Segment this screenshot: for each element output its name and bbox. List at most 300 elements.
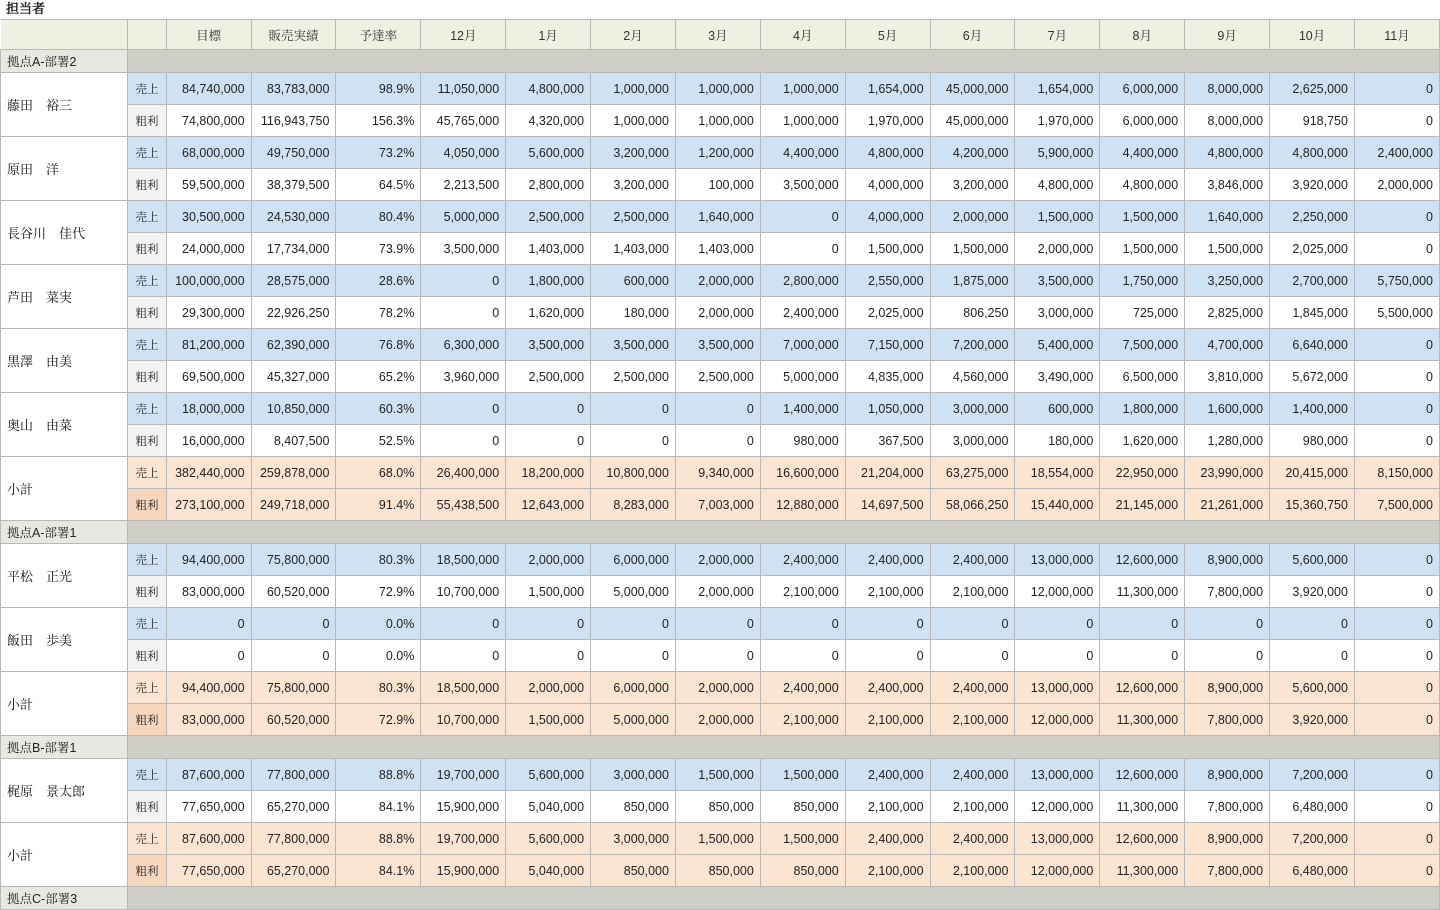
data-cell[interactable]: 13,000,000 xyxy=(1015,544,1100,576)
data-cell[interactable]: 8,900,000 xyxy=(1185,823,1270,855)
data-cell[interactable]: 6,480,000 xyxy=(1270,791,1355,823)
data-cell[interactable]: 73.2% xyxy=(336,137,421,169)
data-cell[interactable]: 80.4% xyxy=(336,201,421,233)
column-header[interactable]: 5月 xyxy=(845,20,930,50)
data-cell[interactable]: 2,400,000 xyxy=(845,823,930,855)
data-cell[interactable]: 1,500,000 xyxy=(1185,233,1270,265)
data-cell[interactable]: 100,000 xyxy=(675,169,760,201)
data-cell[interactable]: 1,970,000 xyxy=(845,105,930,137)
group-header-row[interactable] xyxy=(1,736,1440,759)
data-cell[interactable]: 80.3% xyxy=(336,672,421,704)
data-cell[interactable]: 2,400,000 xyxy=(930,672,1015,704)
table-row[interactable] xyxy=(1,297,1440,329)
data-cell[interactable]: 78.2% xyxy=(336,297,421,329)
data-cell[interactable]: 87,600,000 xyxy=(166,759,251,791)
data-cell[interactable]: 3,200,000 xyxy=(591,169,676,201)
data-cell[interactable]: 0 xyxy=(506,640,591,672)
data-cell[interactable]: 1,500,000 xyxy=(506,576,591,608)
data-cell[interactable]: 0 xyxy=(1354,759,1439,791)
data-cell[interactable]: 5,040,000 xyxy=(506,855,591,887)
data-cell[interactable]: 4,800,000 xyxy=(506,73,591,105)
data-cell[interactable]: 2,400,000 xyxy=(930,759,1015,791)
data-cell[interactable]: 38,379,500 xyxy=(251,169,336,201)
data-cell[interactable]: 1,500,000 xyxy=(1015,201,1100,233)
data-cell[interactable]: 0 xyxy=(421,393,506,425)
data-cell[interactable]: 84,740,000 xyxy=(166,73,251,105)
data-cell[interactable]: 3,500,000 xyxy=(506,329,591,361)
data-cell[interactable]: 0 xyxy=(1354,233,1439,265)
data-cell[interactable]: 2,400,000 xyxy=(760,672,845,704)
data-cell[interactable]: 2,550,000 xyxy=(845,265,930,297)
data-cell[interactable]: 3,500,000 xyxy=(421,233,506,265)
data-cell[interactable]: 1,500,000 xyxy=(675,823,760,855)
data-cell[interactable]: 600,000 xyxy=(1015,393,1100,425)
data-cell[interactable]: 980,000 xyxy=(760,425,845,457)
data-cell[interactable]: 6,000,000 xyxy=(591,672,676,704)
data-cell[interactable]: 0 xyxy=(1270,640,1355,672)
data-cell[interactable]: 259,878,000 xyxy=(251,457,336,489)
data-cell[interactable]: 62,390,000 xyxy=(251,329,336,361)
data-cell[interactable]: 1,403,000 xyxy=(591,233,676,265)
table-row[interactable] xyxy=(1,640,1440,672)
data-cell[interactable]: 7,800,000 xyxy=(1185,791,1270,823)
data-cell[interactable]: 0 xyxy=(1185,608,1270,640)
data-cell[interactable]: 850,000 xyxy=(675,855,760,887)
data-cell[interactable]: 0 xyxy=(421,265,506,297)
data-cell[interactable]: 0 xyxy=(1354,640,1439,672)
data-cell[interactable]: 8,000,000 xyxy=(1185,73,1270,105)
data-cell[interactable]: 2,400,000 xyxy=(930,544,1015,576)
data-cell[interactable]: 16,600,000 xyxy=(760,457,845,489)
data-cell[interactable]: 2,400,000 xyxy=(845,672,930,704)
data-cell[interactable]: 18,500,000 xyxy=(421,544,506,576)
data-cell[interactable]: 18,554,000 xyxy=(1015,457,1100,489)
data-cell[interactable]: 88.8% xyxy=(336,759,421,791)
data-cell[interactable]: 26,400,000 xyxy=(421,457,506,489)
data-cell[interactable]: 2,100,000 xyxy=(845,576,930,608)
data-cell[interactable]: 21,261,000 xyxy=(1185,489,1270,521)
data-cell[interactable]: 0 xyxy=(506,425,591,457)
data-cell[interactable]: 0 xyxy=(1015,640,1100,672)
data-cell[interactable]: 0.0% xyxy=(336,608,421,640)
data-cell[interactable]: 0 xyxy=(675,393,760,425)
data-cell[interactable]: 0 xyxy=(1354,105,1439,137)
data-cell[interactable]: 6,300,000 xyxy=(421,329,506,361)
data-cell[interactable]: 65,270,000 xyxy=(251,855,336,887)
data-cell[interactable]: 60,520,000 xyxy=(251,576,336,608)
data-cell[interactable]: 4,000,000 xyxy=(845,201,930,233)
data-cell[interactable]: 13,000,000 xyxy=(1015,759,1100,791)
data-cell[interactable]: 2,400,000 xyxy=(930,823,1015,855)
data-cell[interactable]: 1,875,000 xyxy=(930,265,1015,297)
data-cell[interactable]: 6,500,000 xyxy=(1100,361,1185,393)
data-cell[interactable]: 1,500,000 xyxy=(845,233,930,265)
data-cell[interactable]: 24,530,000 xyxy=(251,201,336,233)
data-cell[interactable]: 850,000 xyxy=(760,791,845,823)
data-cell[interactable]: 2,700,000 xyxy=(1270,265,1355,297)
data-cell[interactable]: 2,213,500 xyxy=(421,169,506,201)
data-cell[interactable]: 2,100,000 xyxy=(845,704,930,736)
data-cell[interactable]: 0 xyxy=(1354,73,1439,105)
data-cell[interactable]: 0 xyxy=(1354,393,1439,425)
data-cell[interactable]: 11,300,000 xyxy=(1100,791,1185,823)
data-cell[interactable]: 12,600,000 xyxy=(1100,759,1185,791)
data-cell[interactable]: 6,640,000 xyxy=(1270,329,1355,361)
data-cell[interactable]: 1,400,000 xyxy=(1270,393,1355,425)
data-cell[interactable]: 3,200,000 xyxy=(930,169,1015,201)
data-cell[interactable]: 15,900,000 xyxy=(421,791,506,823)
data-cell[interactable]: 76.8% xyxy=(336,329,421,361)
column-header[interactable]: 6月 xyxy=(930,20,1015,50)
data-cell[interactable]: 55,438,500 xyxy=(421,489,506,521)
table-row[interactable] xyxy=(1,201,1440,233)
data-cell[interactable]: 58,066,250 xyxy=(930,489,1015,521)
data-cell[interactable]: 24,000,000 xyxy=(166,233,251,265)
data-cell[interactable]: 1,000,000 xyxy=(675,105,760,137)
data-cell[interactable]: 45,000,000 xyxy=(930,105,1015,137)
data-cell[interactable]: 65,270,000 xyxy=(251,791,336,823)
data-cell[interactable]: 0 xyxy=(845,608,930,640)
data-cell[interactable]: 7,000,000 xyxy=(760,329,845,361)
data-cell[interactable]: 7,500,000 xyxy=(1100,329,1185,361)
data-cell[interactable]: 7,150,000 xyxy=(845,329,930,361)
data-cell[interactable]: 4,700,000 xyxy=(1185,329,1270,361)
data-cell[interactable]: 21,145,000 xyxy=(1100,489,1185,521)
data-cell[interactable]: 2,500,000 xyxy=(675,361,760,393)
data-cell[interactable]: 0 xyxy=(506,393,591,425)
data-cell[interactable]: 1,620,000 xyxy=(506,297,591,329)
data-cell[interactable]: 0 xyxy=(591,393,676,425)
data-cell[interactable]: 1,845,000 xyxy=(1270,297,1355,329)
data-cell[interactable]: 3,500,000 xyxy=(591,329,676,361)
data-cell[interactable]: 3,960,000 xyxy=(421,361,506,393)
data-cell[interactable]: 367,500 xyxy=(845,425,930,457)
data-cell[interactable]: 4,800,000 xyxy=(1270,137,1355,169)
data-cell[interactable]: 8,407,500 xyxy=(251,425,336,457)
table-row[interactable] xyxy=(1,759,1440,791)
data-cell[interactable]: 45,765,000 xyxy=(421,105,506,137)
data-cell[interactable]: 5,900,000 xyxy=(1015,137,1100,169)
data-cell[interactable]: 12,643,000 xyxy=(506,489,591,521)
data-cell[interactable]: 18,500,000 xyxy=(421,672,506,704)
data-cell[interactable]: 2,100,000 xyxy=(845,855,930,887)
table-row[interactable] xyxy=(1,105,1440,137)
data-cell[interactable]: 3,846,000 xyxy=(1185,169,1270,201)
data-cell[interactable]: 7,800,000 xyxy=(1185,704,1270,736)
data-cell[interactable]: 20,415,000 xyxy=(1270,457,1355,489)
data-cell[interactable]: 2,000,000 xyxy=(675,297,760,329)
data-cell[interactable]: 12,880,000 xyxy=(760,489,845,521)
column-header[interactable]: 12月 xyxy=(421,20,506,50)
data-cell[interactable]: 3,000,000 xyxy=(591,823,676,855)
data-cell[interactable]: 8,900,000 xyxy=(1185,672,1270,704)
data-cell[interactable]: 88.8% xyxy=(336,823,421,855)
table-row[interactable] xyxy=(1,544,1440,576)
data-cell[interactable]: 3,500,000 xyxy=(760,169,845,201)
data-cell[interactable]: 5,600,000 xyxy=(1270,672,1355,704)
data-cell[interactable]: 1,000,000 xyxy=(760,73,845,105)
data-cell[interactable]: 3,250,000 xyxy=(1185,265,1270,297)
data-cell[interactable]: 52.5% xyxy=(336,425,421,457)
data-cell[interactable]: 0 xyxy=(1354,576,1439,608)
data-cell[interactable]: 11,050,000 xyxy=(421,73,506,105)
data-cell[interactable]: 1,000,000 xyxy=(591,105,676,137)
data-cell[interactable]: 80.3% xyxy=(336,544,421,576)
table-row[interactable] xyxy=(1,489,1440,521)
data-cell[interactable]: 11,300,000 xyxy=(1100,576,1185,608)
data-cell[interactable]: 2,000,000 xyxy=(675,544,760,576)
data-cell[interactable]: 0 xyxy=(845,640,930,672)
data-cell[interactable]: 15,440,000 xyxy=(1015,489,1100,521)
data-cell[interactable]: 0 xyxy=(1354,201,1439,233)
table-row[interactable] xyxy=(1,233,1440,265)
column-header[interactable]: 9月 xyxy=(1185,20,1270,50)
data-cell[interactable]: 0 xyxy=(1015,608,1100,640)
data-cell[interactable]: 1,403,000 xyxy=(675,233,760,265)
data-cell[interactable]: 10,800,000 xyxy=(591,457,676,489)
data-cell[interactable]: 7,500,000 xyxy=(1354,489,1439,521)
data-cell[interactable]: 68.0% xyxy=(336,457,421,489)
data-cell[interactable]: 6,000,000 xyxy=(1100,73,1185,105)
data-cell[interactable]: 0 xyxy=(1354,329,1439,361)
data-cell[interactable]: 8,900,000 xyxy=(1185,759,1270,791)
data-cell[interactable]: 8,150,000 xyxy=(1354,457,1439,489)
data-cell[interactable]: 2,800,000 xyxy=(506,169,591,201)
data-cell[interactable]: 2,100,000 xyxy=(845,791,930,823)
data-cell[interactable]: 850,000 xyxy=(591,855,676,887)
data-cell[interactable]: 15,900,000 xyxy=(421,855,506,887)
data-cell[interactable]: 0 xyxy=(1185,640,1270,672)
data-cell[interactable]: 5,672,000 xyxy=(1270,361,1355,393)
data-cell[interactable]: 382,440,000 xyxy=(166,457,251,489)
column-header[interactable]: 7月 xyxy=(1015,20,1100,50)
data-cell[interactable]: 0 xyxy=(591,425,676,457)
data-cell[interactable]: 18,000,000 xyxy=(166,393,251,425)
table-row[interactable] xyxy=(1,823,1440,855)
data-cell[interactable]: 4,200,000 xyxy=(930,137,1015,169)
data-cell[interactable]: 2,400,000 xyxy=(760,297,845,329)
data-cell[interactable]: 2,100,000 xyxy=(930,576,1015,608)
data-cell[interactable]: 1,050,000 xyxy=(845,393,930,425)
data-cell[interactable]: 1,800,000 xyxy=(1100,393,1185,425)
data-cell[interactable]: 12,600,000 xyxy=(1100,544,1185,576)
data-cell[interactable]: 1,200,000 xyxy=(675,137,760,169)
data-cell[interactable]: 5,600,000 xyxy=(1270,544,1355,576)
data-cell[interactable]: 0 xyxy=(1100,608,1185,640)
data-cell[interactable]: 2,500,000 xyxy=(506,201,591,233)
data-cell[interactable]: 30,500,000 xyxy=(166,201,251,233)
data-cell[interactable]: 11,300,000 xyxy=(1100,855,1185,887)
data-cell[interactable]: 0 xyxy=(166,608,251,640)
data-cell[interactable]: 13,000,000 xyxy=(1015,823,1100,855)
data-cell[interactable]: 81,200,000 xyxy=(166,329,251,361)
data-cell[interactable]: 64.5% xyxy=(336,169,421,201)
data-cell[interactable]: 84.1% xyxy=(336,791,421,823)
data-cell[interactable]: 1,500,000 xyxy=(675,759,760,791)
data-cell[interactable]: 1,654,000 xyxy=(845,73,930,105)
data-cell[interactable]: 1,400,000 xyxy=(760,393,845,425)
data-cell[interactable]: 1,000,000 xyxy=(760,105,845,137)
data-cell[interactable]: 59,500,000 xyxy=(166,169,251,201)
data-cell[interactable]: 12,000,000 xyxy=(1015,704,1100,736)
data-cell[interactable]: 0 xyxy=(591,640,676,672)
column-header[interactable]: 2月 xyxy=(591,20,676,50)
table-row[interactable] xyxy=(1,73,1440,105)
data-cell[interactable]: 2,000,000 xyxy=(675,576,760,608)
data-cell[interactable]: 28,575,000 xyxy=(251,265,336,297)
data-cell[interactable]: 2,000,000 xyxy=(930,201,1015,233)
data-cell[interactable]: 77,800,000 xyxy=(251,759,336,791)
data-cell[interactable]: 806,250 xyxy=(930,297,1015,329)
data-cell[interactable]: 75,800,000 xyxy=(251,672,336,704)
data-cell[interactable]: 850,000 xyxy=(760,855,845,887)
data-cell[interactable]: 918,750 xyxy=(1270,105,1355,137)
data-cell[interactable]: 980,000 xyxy=(1270,425,1355,457)
data-cell[interactable]: 5,000,000 xyxy=(591,576,676,608)
data-cell[interactable]: 12,600,000 xyxy=(1100,823,1185,855)
column-header[interactable]: 目標 xyxy=(166,20,251,50)
data-cell[interactable]: 12,000,000 xyxy=(1015,791,1100,823)
data-cell[interactable]: 60,520,000 xyxy=(251,704,336,736)
data-cell[interactable]: 15,360,750 xyxy=(1270,489,1355,521)
data-cell[interactable]: 5,000,000 xyxy=(591,704,676,736)
data-cell[interactable]: 850,000 xyxy=(591,791,676,823)
data-cell[interactable]: 49,750,000 xyxy=(251,137,336,169)
data-cell[interactable]: 4,400,000 xyxy=(1100,137,1185,169)
data-cell[interactable]: 28.6% xyxy=(336,265,421,297)
data-cell[interactable]: 2,000,000 xyxy=(506,672,591,704)
data-cell[interactable]: 69,500,000 xyxy=(166,361,251,393)
data-cell[interactable]: 83,000,000 xyxy=(166,576,251,608)
data-cell[interactable]: 72.9% xyxy=(336,576,421,608)
data-cell[interactable]: 4,800,000 xyxy=(1100,169,1185,201)
data-cell[interactable]: 6,000,000 xyxy=(1100,105,1185,137)
data-cell[interactable]: 9,340,000 xyxy=(675,457,760,489)
data-cell[interactable]: 0 xyxy=(1100,640,1185,672)
data-cell[interactable]: 156.3% xyxy=(336,105,421,137)
data-cell[interactable]: 5,000,000 xyxy=(421,201,506,233)
table-row[interactable] xyxy=(1,137,1440,169)
data-cell[interactable]: 1,000,000 xyxy=(591,73,676,105)
data-cell[interactable]: 11,300,000 xyxy=(1100,704,1185,736)
data-cell[interactable]: 0 xyxy=(675,425,760,457)
data-cell[interactable]: 2,400,000 xyxy=(845,759,930,791)
data-cell[interactable]: 0 xyxy=(1354,704,1439,736)
data-cell[interactable]: 0 xyxy=(1354,855,1439,887)
data-cell[interactable]: 3,920,000 xyxy=(1270,704,1355,736)
data-cell[interactable]: 3,000,000 xyxy=(591,759,676,791)
data-cell[interactable]: 19,700,000 xyxy=(421,759,506,791)
data-cell[interactable]: 1,800,000 xyxy=(506,265,591,297)
data-cell[interactable]: 7,003,000 xyxy=(675,489,760,521)
data-cell[interactable]: 1,620,000 xyxy=(1100,425,1185,457)
data-cell[interactable]: 2,500,000 xyxy=(591,361,676,393)
data-cell[interactable]: 0 xyxy=(421,608,506,640)
column-header[interactable]: 8月 xyxy=(1100,20,1185,50)
data-cell[interactable]: 87,600,000 xyxy=(166,823,251,855)
data-cell[interactable]: 2,400,000 xyxy=(845,544,930,576)
data-cell[interactable]: 1,403,000 xyxy=(506,233,591,265)
data-cell[interactable]: 2,400,000 xyxy=(1354,137,1439,169)
table-row[interactable] xyxy=(1,361,1440,393)
data-cell[interactable]: 116,943,750 xyxy=(251,105,336,137)
data-cell[interactable]: 77,650,000 xyxy=(166,855,251,887)
data-cell[interactable]: 1,500,000 xyxy=(1100,233,1185,265)
data-cell[interactable]: 2,100,000 xyxy=(760,576,845,608)
data-cell[interactable]: 18,200,000 xyxy=(506,457,591,489)
data-cell[interactable]: 45,327,000 xyxy=(251,361,336,393)
data-cell[interactable]: 1,280,000 xyxy=(1185,425,1270,457)
data-cell[interactable]: 17,734,000 xyxy=(251,233,336,265)
data-cell[interactable]: 94,400,000 xyxy=(166,672,251,704)
data-cell[interactable]: 0 xyxy=(251,640,336,672)
data-cell[interactable]: 5,600,000 xyxy=(506,823,591,855)
data-cell[interactable]: 1,640,000 xyxy=(1185,201,1270,233)
table-row[interactable] xyxy=(1,704,1440,736)
group-header-row[interactable] xyxy=(1,50,1440,73)
data-cell[interactable]: 2,000,000 xyxy=(506,544,591,576)
data-cell[interactable]: 12,000,000 xyxy=(1015,576,1100,608)
data-cell[interactable]: 2,100,000 xyxy=(760,704,845,736)
data-cell[interactable]: 2,500,000 xyxy=(591,201,676,233)
data-cell[interactable]: 0 xyxy=(1354,672,1439,704)
data-cell[interactable]: 0 xyxy=(760,640,845,672)
data-cell[interactable]: 10,700,000 xyxy=(421,704,506,736)
data-cell[interactable]: 3,920,000 xyxy=(1270,169,1355,201)
data-cell[interactable]: 3,920,000 xyxy=(1270,576,1355,608)
data-cell[interactable]: 273,100,000 xyxy=(166,489,251,521)
data-cell[interactable]: 600,000 xyxy=(591,265,676,297)
data-cell[interactable]: 180,000 xyxy=(1015,425,1100,457)
data-cell[interactable]: 63,275,000 xyxy=(930,457,1015,489)
data-cell[interactable]: 77,800,000 xyxy=(251,823,336,855)
data-cell[interactable]: 100,000,000 xyxy=(166,265,251,297)
data-cell[interactable]: 60.3% xyxy=(336,393,421,425)
data-cell[interactable]: 72.9% xyxy=(336,704,421,736)
table-row[interactable] xyxy=(1,576,1440,608)
data-cell[interactable]: 0 xyxy=(1354,544,1439,576)
table-row[interactable] xyxy=(1,169,1440,201)
data-cell[interactable]: 0 xyxy=(1354,823,1439,855)
data-cell[interactable]: 4,400,000 xyxy=(760,137,845,169)
data-cell[interactable]: 7,200,000 xyxy=(1270,823,1355,855)
data-cell[interactable]: 2,250,000 xyxy=(1270,201,1355,233)
data-cell[interactable]: 84.1% xyxy=(336,855,421,887)
column-header[interactable]: 10月 xyxy=(1270,20,1355,50)
data-cell[interactable]: 16,000,000 xyxy=(166,425,251,457)
table-row[interactable] xyxy=(1,608,1440,640)
data-cell[interactable]: 3,000,000 xyxy=(1015,297,1100,329)
data-cell[interactable]: 5,600,000 xyxy=(506,759,591,791)
data-cell[interactable]: 0 xyxy=(1354,425,1439,457)
table-row[interactable] xyxy=(1,393,1440,425)
table-row[interactable] xyxy=(1,791,1440,823)
data-cell[interactable]: 2,800,000 xyxy=(760,265,845,297)
data-cell[interactable]: 725,000 xyxy=(1100,297,1185,329)
data-cell[interactable]: 3,490,000 xyxy=(1015,361,1100,393)
data-cell[interactable]: 7,200,000 xyxy=(930,329,1015,361)
table-row[interactable] xyxy=(1,457,1440,489)
data-cell[interactable]: 98.9% xyxy=(336,73,421,105)
data-cell[interactable]: 8,283,000 xyxy=(591,489,676,521)
data-cell[interactable]: 249,718,000 xyxy=(251,489,336,521)
table-row[interactable] xyxy=(1,425,1440,457)
data-cell[interactable]: 0 xyxy=(930,608,1015,640)
data-cell[interactable]: 2,000,000 xyxy=(1354,169,1439,201)
data-cell[interactable]: 83,783,000 xyxy=(251,73,336,105)
data-cell[interactable]: 0 xyxy=(251,608,336,640)
data-cell[interactable]: 180,000 xyxy=(591,297,676,329)
